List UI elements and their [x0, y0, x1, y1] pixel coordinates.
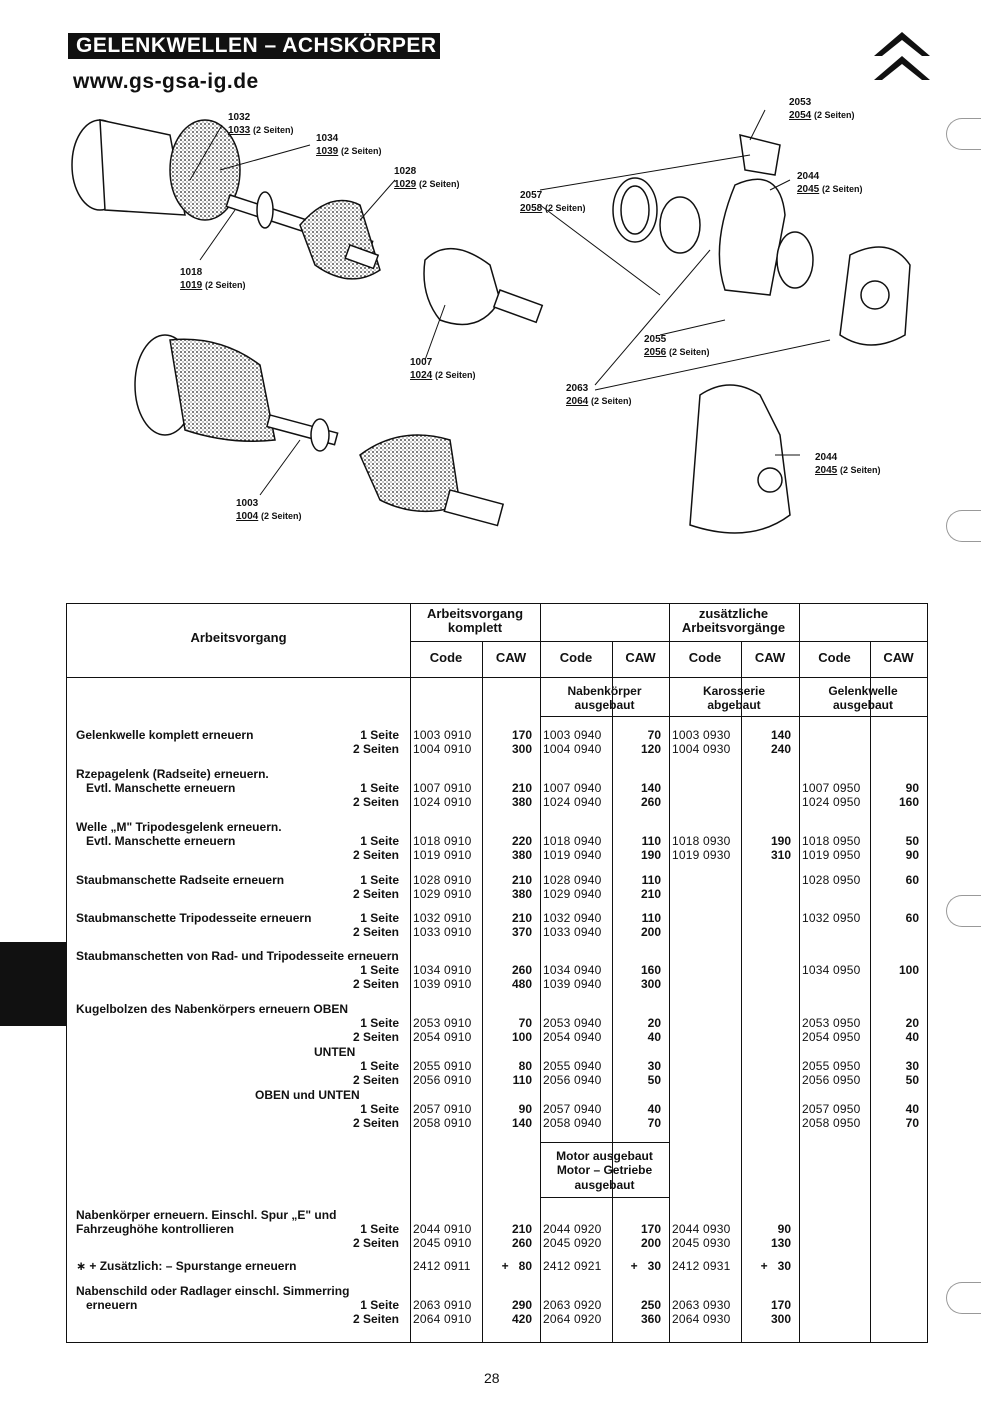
figure-label: 1028 1029 (2 Seiten): [394, 166, 460, 190]
side-count: 1 Seite 2 Seiten: [352, 834, 399, 863]
caw-cell: 90 140: [511, 1102, 532, 1131]
caw-cell: 60: [905, 873, 919, 887]
col-caw: CAW: [495, 650, 527, 665]
code-cell: 1018 0930 1019 0930: [672, 834, 731, 863]
operation-label: UNTEN: [314, 1045, 356, 1059]
caw-cell: 20 40: [647, 1016, 661, 1045]
subheader-hub-removed: Nabenkörper ausgebaut: [567, 684, 642, 713]
caw-cell: 210 370: [511, 911, 532, 940]
punch-hole: [946, 895, 981, 927]
col-code: Code: [688, 650, 722, 665]
code-cell: 1003 0940 1004 0940: [543, 728, 602, 757]
exploded-parts-drawing: [60, 95, 940, 555]
code-cell: 1034 0950: [802, 963, 861, 977]
code-cell: 2044 0930 2045 0930: [672, 1222, 731, 1251]
subheader-engine-removed: Motor ausgebaut Motor – Getriebe ausgebaut: [556, 1149, 653, 1192]
caw-cell: 210 380: [511, 873, 532, 902]
caw-cell: 40 70: [647, 1102, 661, 1131]
website-url: www.gs-gsa-ig.de: [73, 70, 259, 93]
caw-cell: 160 300: [640, 963, 661, 992]
code-cell: 1032 0910 1033 0910: [413, 911, 472, 940]
figure-label: 2055 2056 (2 Seiten): [644, 334, 710, 358]
citroen-chevron-logo: [872, 30, 932, 85]
side-count: 1 Seite 2 Seiten: [352, 728, 399, 757]
caw-cell: 140 240: [770, 728, 791, 757]
caw-cell: 40 70: [905, 1102, 919, 1131]
code-cell: 1007 0940 1024 0940: [543, 781, 602, 810]
col-code: Code: [429, 650, 463, 665]
code-cell: 1018 0910 1019 0910: [413, 834, 472, 863]
caw-cell: 30 50: [647, 1059, 661, 1088]
figure-label: 1018 1019 (2 Seiten): [180, 267, 246, 291]
col-code: Code: [559, 650, 593, 665]
caw-cell: 90 160: [898, 781, 919, 810]
code-cell: 2044 0920 2045 0920: [543, 1222, 602, 1251]
caw-cell: 70 120: [640, 728, 661, 757]
caw-cell: 140 260: [640, 781, 661, 810]
caw-cell: 290 420: [511, 1298, 532, 1327]
code-cell: 1032 0940 1033 0940: [543, 911, 602, 940]
code-cell: 2057 0940 2058 0940: [543, 1102, 602, 1131]
code-cell: 2055 0940 2056 0940: [543, 1059, 602, 1088]
code-cell: 1032 0950: [802, 911, 861, 925]
col-code: Code: [818, 650, 851, 665]
operation-label: OBEN und UNTEN: [255, 1088, 360, 1102]
punch-hole: [946, 118, 981, 150]
col-caw: CAW: [625, 650, 656, 665]
caw-cell: 50 90: [905, 834, 919, 863]
caw-cell: 80 110: [512, 1059, 532, 1088]
code-cell: 2063 0930 2064 0930: [672, 1298, 731, 1327]
code-cell: 2412 0921: [543, 1259, 602, 1273]
caw-cell: 20 40: [905, 1016, 919, 1045]
side-count: 1 Seite 2 Seiten: [352, 963, 399, 992]
side-count: 1 Seite 2 Seiten: [352, 873, 399, 902]
side-count: 1 Seite 2 Seiten: [352, 911, 399, 940]
side-count: 1 Seite 2 Seiten: [352, 1222, 399, 1251]
caw-cell: 250 360: [640, 1298, 661, 1327]
figure-label: 1034 1039 (2 Seiten): [316, 133, 382, 157]
caw-cell: 210 380: [511, 781, 532, 810]
figure-label: 1007 1024 (2 Seiten): [410, 357, 476, 381]
header-additional: zusätzliche Arbeitsvorgänge: [681, 606, 786, 636]
figure-label: 1032 1033 (2 Seiten): [228, 112, 294, 136]
header-complete: Arbeitsvorgang komplett: [426, 606, 524, 636]
side-count: 1 Seite 2 Seiten: [352, 1016, 399, 1045]
caw-cell: 170 300: [511, 728, 532, 757]
caw-cell: 100: [898, 963, 919, 977]
caw-cell: 110 210: [640, 873, 661, 902]
operation-label: Nabenkörper erneuern. Einschl. Spur „E" und Fahrzeughöhe kontrollieren: [76, 1208, 337, 1237]
subheader-shaft-removed: Gelenkwelle ausgebaut: [828, 684, 898, 713]
operation-label: Staubmanschette Tripodesseite erneuern: [76, 911, 312, 925]
caw-cell: 210 260: [511, 1222, 532, 1251]
operation-label: Gelenkwelle komplett erneuern: [76, 728, 254, 742]
caw-cell: + 80: [501, 1259, 532, 1273]
code-cell: 2053 0910 2054 0910: [413, 1016, 472, 1045]
caw-cell: 60: [905, 911, 919, 925]
page-title: GELENKWELLEN – ACHSKÖRPER: [68, 33, 440, 59]
figure-label: 1003 1004 (2 Seiten): [236, 498, 302, 522]
figure-label: 2044 2045 (2 Seiten): [797, 171, 863, 195]
side-count: 1 Seite 2 Seiten: [352, 781, 399, 810]
code-cell: 2063 0920 2064 0920: [543, 1298, 602, 1327]
code-cell: 2412 0911: [413, 1259, 471, 1273]
labour-times-table: [66, 603, 928, 1343]
punch-hole: [946, 1282, 981, 1314]
code-cell: 1034 0910 1039 0910: [413, 963, 472, 992]
code-cell: 1007 0950 1024 0950: [802, 781, 861, 810]
code-cell: 2057 0910 2058 0910: [413, 1102, 472, 1131]
side-count: 1 Seite 2 Seiten: [352, 1298, 399, 1327]
figure-label: 2044 2045 (2 Seiten): [815, 452, 881, 476]
caw-cell: 30 50: [905, 1059, 919, 1088]
code-cell: 2055 0910 2056 0910: [413, 1059, 472, 1088]
header-operation: Arbeitsvorgang: [190, 630, 287, 645]
operation-label: Nabenschild oder Radlager einschl. Simmerring erneuern: [76, 1284, 350, 1313]
caw-cell: + 30: [630, 1259, 661, 1273]
code-cell: 1028 0910 1029 0910: [413, 873, 472, 902]
caw-cell: 90 130: [770, 1222, 791, 1251]
code-cell: 1018 0950 1019 0950: [802, 834, 861, 863]
figure-label: 2057 2058 (2 Seiten): [520, 190, 586, 214]
operation-label: Staubmanschetten von Rad- und Tripodesseite erneuern: [76, 949, 399, 963]
caw-cell: 110 190: [640, 834, 661, 863]
operation-label: Kugelbolzen des Nabenkörpers erneuern OBEN: [76, 1002, 349, 1016]
code-cell: 1018 0940 1019 0940: [543, 834, 602, 863]
subheader-body-removed: Karosserie abgebaut: [702, 684, 766, 713]
code-cell: 1007 0910 1024 0910: [413, 781, 472, 810]
code-cell: 1003 0910 1004 0910: [413, 728, 472, 757]
page-number: 28: [484, 1370, 500, 1386]
code-cell: 2053 0940 2054 0940: [543, 1016, 602, 1045]
code-cell: 2055 0950 2056 0950: [802, 1059, 861, 1088]
caw-cell: 170 300: [770, 1298, 791, 1327]
code-cell: 1028 0950: [802, 873, 861, 887]
caw-cell: 220 380: [511, 834, 532, 863]
figure-label: 2053 2054 (2 Seiten): [789, 97, 855, 121]
code-cell: 1034 0940 1039 0940: [543, 963, 602, 992]
code-cell: 2063 0910 2064 0910: [413, 1298, 472, 1327]
caw-cell: 70 100: [511, 1016, 532, 1045]
figure-label: 2063 2064 (2 Seiten): [566, 383, 632, 407]
punch-hole: [946, 510, 981, 542]
code-cell: 1003 0930 1004 0930: [672, 728, 731, 757]
caw-cell: 260 480: [511, 963, 532, 992]
code-cell: 1028 0940 1029 0940: [543, 873, 602, 902]
operation-label: ∗ + Zusätzlich: – Spurstange erneuern: [76, 1259, 297, 1273]
side-count: 1 Seite 2 Seiten: [352, 1102, 399, 1131]
code-cell: 2057 0950 2058 0950: [802, 1102, 861, 1131]
caw-cell: + 30: [760, 1259, 791, 1273]
caw-cell: 170 200: [640, 1222, 661, 1251]
caw-cell: 110 200: [640, 911, 661, 940]
operation-label: Staubmanschette Radseite erneuern: [76, 873, 285, 887]
chapter-tab-marker: [0, 942, 67, 1026]
code-cell: 2044 0910 2045 0910: [413, 1222, 472, 1251]
operation-label: Welle „M" Tripodesgelenk erneuern. Evtl. Manschette erneuern: [76, 820, 282, 849]
operation-label: Rzepagelenk (Radseite) erneuern. Evtl. Manschette erneuern: [76, 767, 269, 796]
code-cell: 2053 0950 2054 0950: [802, 1016, 861, 1045]
code-cell: 2412 0931: [672, 1259, 731, 1273]
col-caw: CAW: [754, 650, 786, 665]
col-caw: CAW: [883, 650, 914, 665]
side-count: 1 Seite 2 Seiten: [352, 1059, 399, 1088]
caw-cell: 190 310: [770, 834, 791, 863]
